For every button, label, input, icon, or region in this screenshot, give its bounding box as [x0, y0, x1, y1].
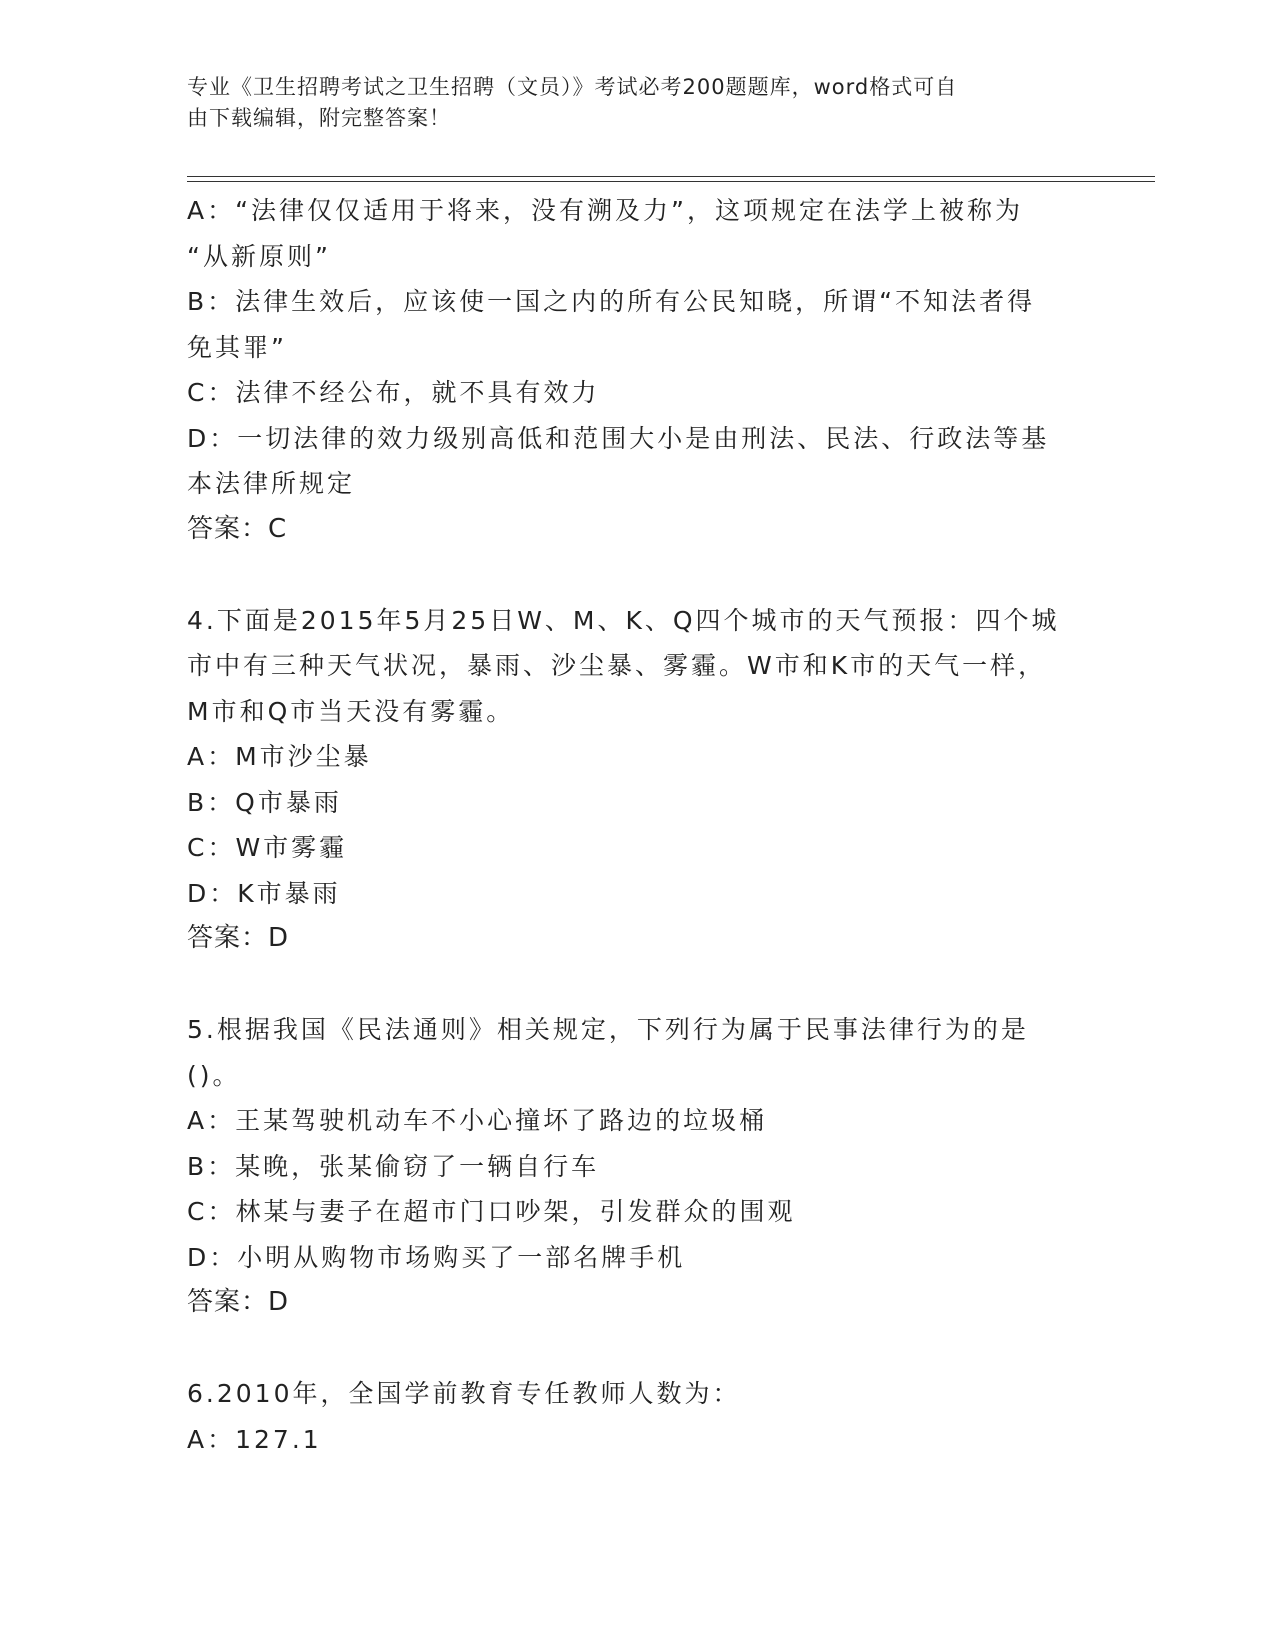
- option-d: D：小明从购物市场购买了一部名牌手机: [187, 1242, 686, 1272]
- option-d: D：K市暴雨: [187, 878, 341, 908]
- header-line-1: 专业《卫生招聘考试之卫生招聘（文员）》考试必考200题题库，word格式可自: [187, 75, 958, 99]
- answer-label: 答案：C: [187, 513, 288, 544]
- option-a-line-2: “从新原则”: [187, 241, 331, 271]
- option-a: A：M市沙尘暴: [187, 742, 372, 771]
- question-spacer: [187, 552, 1087, 598]
- option-c: C：林某与妻子在超市门口吵架，引发群众的围观: [187, 1197, 796, 1226]
- question-5-block: [187, 1007, 1087, 1326]
- question-4-block: [187, 598, 1087, 962]
- header-divider-bottom: [187, 181, 1155, 182]
- option-b-line-1: B：法律生效后，应该使一国之内的所有公民知晓，所谓“不知法者得: [187, 287, 1036, 316]
- option-d-line-2: 本法律所规定: [187, 469, 356, 498]
- document-header: [187, 72, 1067, 134]
- header-line-2: 由下载编辑，附完整答案！: [187, 106, 451, 130]
- header-divider-top: [187, 176, 1155, 177]
- option-a: A：127.1: [187, 1424, 322, 1454]
- option-c: C：W市雾霾: [187, 833, 348, 862]
- question-stem-line-2: ()。: [187, 1060, 241, 1090]
- question-list: [187, 188, 1087, 1462]
- question-spacer: [187, 1326, 1087, 1372]
- question-stem-line-2: 市中有三种天气状况，暴雨、沙尘暴、雾霾。W市和K市的天气一样，: [187, 651, 1047, 680]
- question-stem-line-1: 6.2010年，全国学前教育专任教师人数为：: [187, 1379, 741, 1408]
- option-b-line-2: 免其罪”: [187, 332, 287, 362]
- question-3-block: [187, 188, 1087, 552]
- option-b: B：某晚，张某偷窃了一辆自行车: [187, 1151, 600, 1181]
- option-b: B：Q市暴雨: [187, 787, 342, 817]
- question-6-block: [187, 1371, 1087, 1462]
- question-stem-line-1: 4.下面是2015年5月25日W、M、K、Q四个城市的天气预报：四个城: [187, 605, 1060, 635]
- option-a: A：王某驾驶机动车不小心撞坏了路边的垃圾桶: [187, 1106, 768, 1135]
- question-stem-line-3: M市和Q市当天没有雾霾。: [187, 696, 515, 726]
- option-d-line-1: D：一切法律的效力级别高低和范围大小是由刑法、民法、行政法等基: [187, 423, 1050, 453]
- answer-label: 答案：D: [187, 1287, 290, 1317]
- answer-label: 答案：D: [187, 923, 290, 953]
- option-a-line-1: A：“法律仅仅适用于将来，没有溯及力”，这项规定在法学上被称为: [187, 196, 1024, 225]
- option-c: C：法律不经公布，就不具有效力: [187, 378, 600, 407]
- question-spacer: [187, 962, 1087, 1008]
- question-stem-line-1: 5.根据我国《民法通则》相关规定，下列行为属于民事法律行为的是: [187, 1015, 1029, 1044]
